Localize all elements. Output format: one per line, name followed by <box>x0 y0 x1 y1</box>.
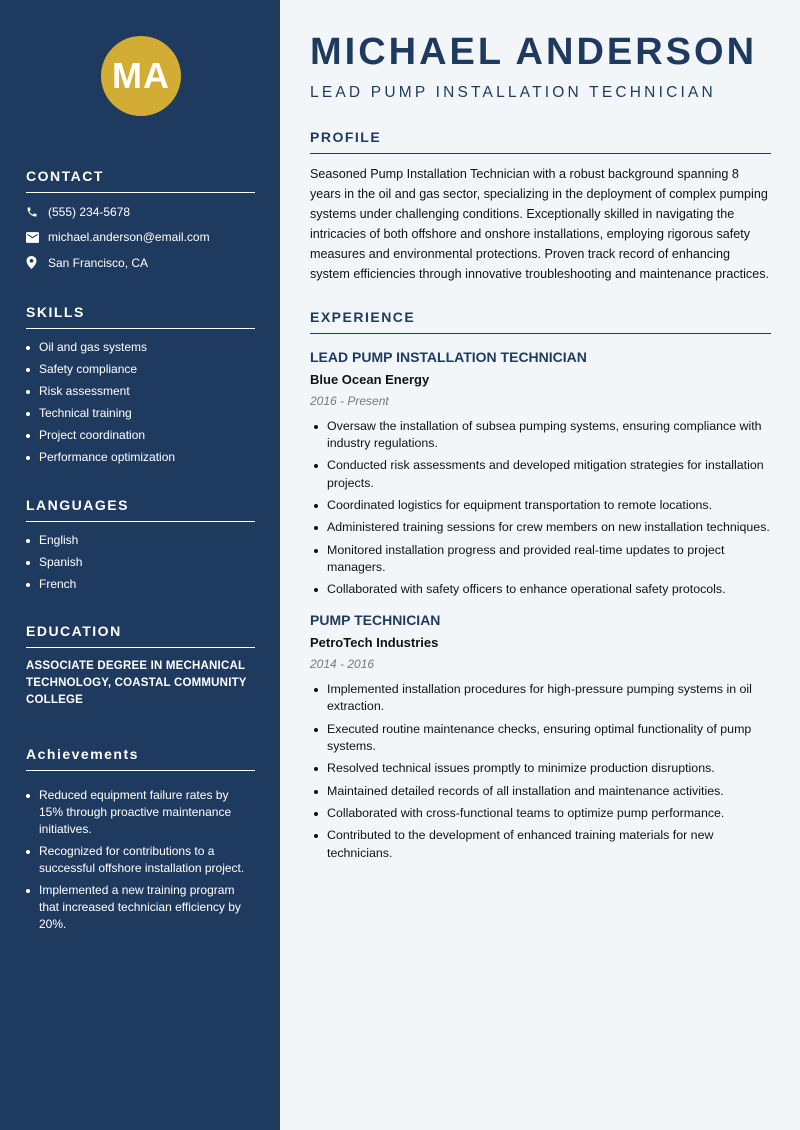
profile-text: Seasoned Pump Installation Technician with a robust background spanning 8 years in the oil and gas sector, specializing in the deployment of complex pumping systems under challenging conditions. Exceptionally skilled in navigating the intricacies of both offshore and onshore installations, employing rigorous safety measures and environmental protections. Proven track record of enhancing system efficiencies through innovative troubleshooting and maintenance practices. <box>310 167 770 282</box>
job-bullet: Executed routine maintenance checks, ensuring optimal functionality of pump systems. <box>310 721 771 756</box>
profile-section <box>310 129 771 285</box>
job-bullet: Monitored installation progress and provided real-time updates to project managers. <box>310 542 771 577</box>
skill-item: Safety compliance <box>26 361 255 378</box>
language-item: Spanish <box>26 554 255 571</box>
languages-heading: LANGUAGES <box>26 497 255 522</box>
skills-section <box>26 304 255 471</box>
contact-heading: CONTACT <box>26 168 255 193</box>
achievement-item: Recognized for contributions to a successful offshore installation project. <box>26 843 255 877</box>
location-text: San Francisco, CA <box>48 255 149 270</box>
language-item: English <box>26 532 255 549</box>
candidate-role: LEAD PUMP INSTALLATION TECHNICIAN <box>310 84 716 101</box>
phone-text: (555) 234-5678 <box>48 204 131 219</box>
education-entry: ASSOCIATE DEGREE IN MECHANICAL TECHNOLOGY, COASTAL COMMUNITY COLLEGE <box>26 660 247 706</box>
job-bullet: Resolved technical issues promptly to minimize production disruptions. <box>310 760 771 778</box>
languages-section <box>26 497 255 598</box>
skill-item: Technical training <box>26 405 255 422</box>
education-section <box>26 623 255 709</box>
sidebar <box>0 0 280 1130</box>
job-title: LEAD PUMP INSTALLATION TECHNICIAN <box>310 348 587 365</box>
job-bullet: Maintained detailed records of all installation and maintenance activities. <box>310 783 771 801</box>
skill-item: Risk assessment <box>26 383 255 400</box>
achievements-section <box>26 746 255 938</box>
job-bullet: Contributed to the development of enhanced training materials for new technicians. <box>310 827 771 862</box>
location-pin-icon <box>26 256 48 269</box>
languages-list <box>26 532 255 593</box>
contact-section <box>26 168 255 276</box>
experience-section <box>310 309 771 863</box>
job-bullet: Collaborated with safety officers to enhance operational safety protocols. <box>310 581 771 599</box>
job-dates: 2016 - Present <box>310 393 389 408</box>
phone-icon <box>26 206 48 218</box>
email-text: michael.anderson@email.com <box>48 230 210 245</box>
company-name: PetroTech Industries <box>310 634 439 650</box>
achievements-list <box>26 787 255 933</box>
job-bullet: Oversaw the installation of subsea pumping systems, ensuring compliance with industry regulations. <box>310 418 771 453</box>
job-bullets <box>310 418 771 599</box>
avatar <box>101 36 181 116</box>
job-entry <box>310 348 771 599</box>
skill-item: Performance optimization <box>26 449 255 466</box>
achievement-item: Implemented a new training program that increased technician efficiency by 20%. <box>26 882 255 933</box>
company-name: Blue Ocean Energy <box>310 371 430 387</box>
skills-heading: SKILLS <box>26 304 255 329</box>
contact-phone[interactable] <box>26 199 255 225</box>
contact-email[interactable] <box>26 225 255 251</box>
profile-heading: PROFILE <box>310 129 771 154</box>
job-bullet: Coordinated logistics for equipment transportation to remote locations. <box>310 497 771 515</box>
skill-item: Project coordination <box>26 427 255 444</box>
achievement-item: Reduced equipment failure rates by 15% through proactive maintenance initiatives. <box>26 787 255 838</box>
job-bullets <box>310 681 771 862</box>
skill-item: Oil and gas systems <box>26 339 255 356</box>
candidate-name: MICHAEL ANDERSON <box>310 31 758 73</box>
contact-location <box>26 250 255 276</box>
achievements-heading: Achievements <box>26 746 255 771</box>
job-bullet: Administered training sessions for crew members on new installation techniques. <box>310 519 771 537</box>
job-bullet: Collaborated with cross-functional teams to optimize pump performance. <box>310 805 771 823</box>
job-bullet: Conducted risk assessments and developed mitigation strategies for installation projects. <box>310 457 771 492</box>
education-heading: EDUCATION <box>26 623 255 648</box>
job-dates: 2014 - 2016 <box>310 656 375 671</box>
mail-icon <box>26 232 48 243</box>
main-content <box>280 0 800 1130</box>
language-item: French <box>26 576 255 593</box>
avatar-initials: MA <box>112 55 170 96</box>
skills-list <box>26 339 255 466</box>
job-bullet: Implemented installation procedures for high-pressure pumping systems in oil extraction. <box>310 681 771 716</box>
experience-heading: EXPERIENCE <box>310 309 771 334</box>
job-title: PUMP TECHNICIAN <box>310 611 441 628</box>
job-entry <box>310 611 771 862</box>
